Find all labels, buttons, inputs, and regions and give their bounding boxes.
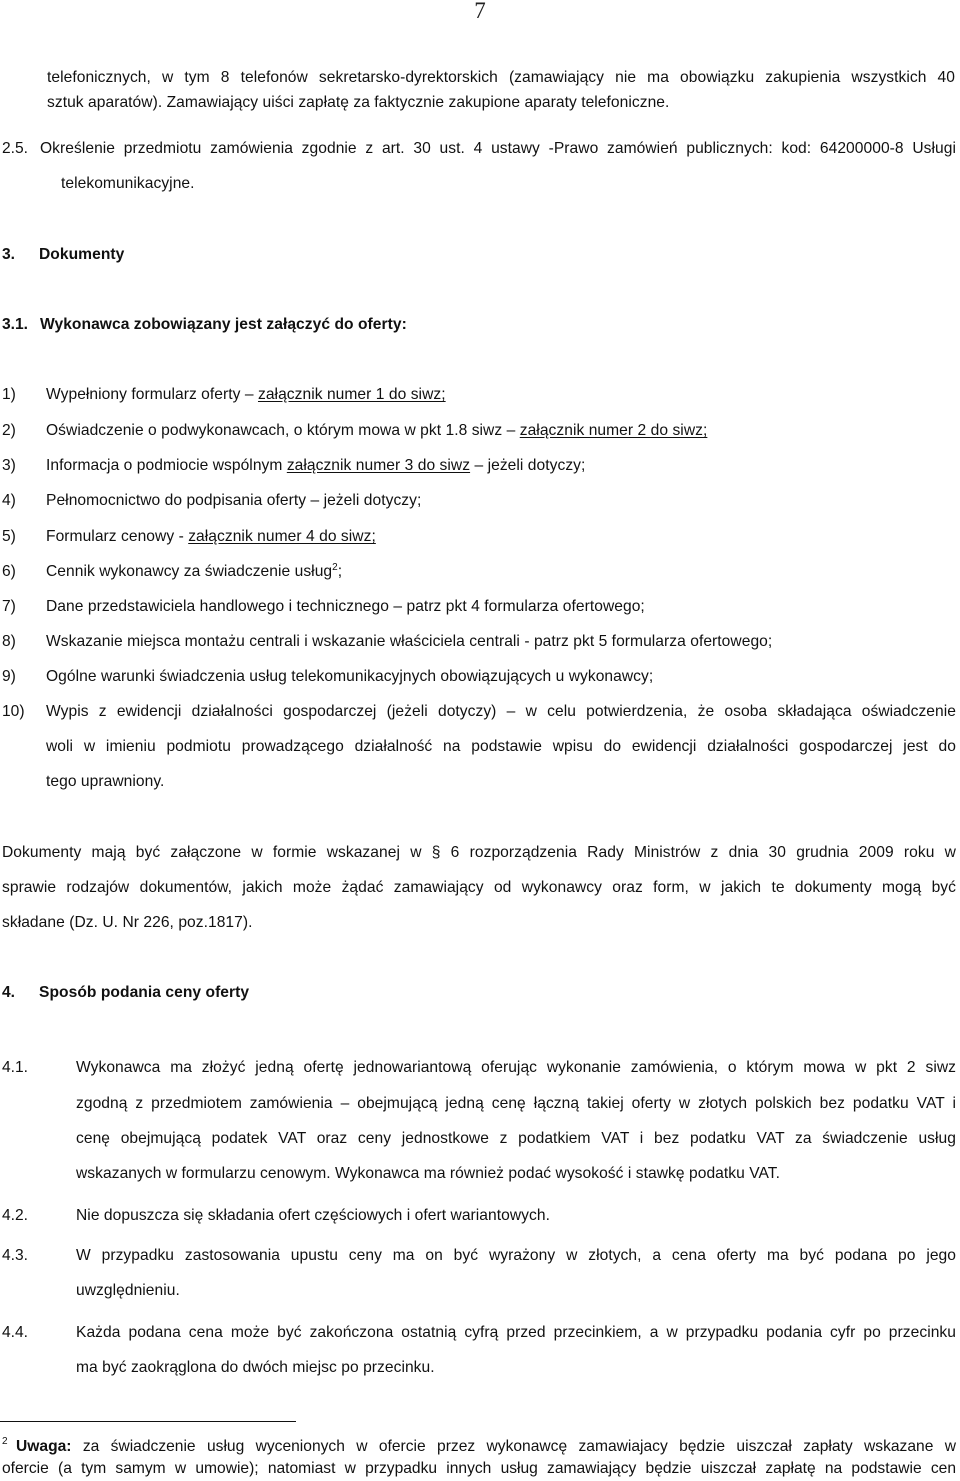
page-number: 7 (474, 0, 486, 23)
list-number: 8) (2, 633, 16, 650)
section-number: 4.1. (2, 1059, 29, 1076)
attachment-link: załącznik numer 2 do siwz; (519, 422, 708, 439)
section-heading: Wykonawca zobowiązany jest załączyć do oferty: (40, 316, 407, 333)
section-number: 3.1. (2, 316, 29, 333)
attachment-link: załącznik numer 4 do siwz; (188, 528, 376, 545)
paragraph-line: wskazanych w formularzu cenowym. Wykonawca ma również podać wysokość i stawkę podatku VAT. (76, 1165, 781, 1182)
list-number: 3) (2, 457, 16, 474)
list-number: 9) (2, 668, 16, 685)
footnote-mark: 2 (2, 1436, 8, 1447)
section-number: 2.5. (2, 140, 29, 157)
list-item: Informacja o podmiocie wspólnym załącznik numer 3 do siwz – jeżeli dotyczy; (46, 457, 586, 474)
footnote-reference: 2 (332, 562, 338, 573)
list-item: Wypis z ewidencji działalności gospodarczej (jeżeli dotyczy) – w celu potwierdzenia, że osoba składająca oświadczenie (46, 703, 956, 720)
list-number: 2) (2, 422, 16, 439)
footnote-separator (0, 1421, 296, 1422)
list-number: 4) (2, 492, 16, 509)
attachment-link: załącznik numer 3 do siwz (286, 457, 471, 474)
list-item: Dane przedstawiciela handlowego i technicznego – patrz pkt 4 formularza ofertowego; (46, 598, 645, 615)
list-number: 6) (2, 563, 16, 580)
list-item-line: woli w imieniu podmiotu prowadzącego działalność na podstawie wpisu do ewidencji działalności gospodarczej jest do (46, 738, 956, 755)
list-number: 1) (2, 386, 16, 403)
paragraph-line: Każda podana cena może być zakończona ostatnią cyfrą przed przecinkiem, a w przypadku podania cyfr po przecinku (76, 1324, 956, 1341)
list-number: 10) (2, 703, 25, 720)
list-item-line: tego uprawniony. (46, 773, 165, 790)
paragraph-line: W przypadku zastosowania upustu ceny ma on być wyrażony w złotych, a cena oferty ma być podana po jego (76, 1247, 956, 1264)
attachment-link: załącznik numer 1 do siwz; (257, 386, 446, 403)
list-item: Formularz cenowy - załącznik numer 4 do siwz; (46, 528, 376, 545)
list-item: Oświadczenie o podwykonawcach, o którym mowa w pkt 1.8 siwz – załącznik numer 2 do siwz; (46, 422, 708, 439)
section-number: 3. (2, 246, 16, 263)
paragraph-line: Nie dopuszcza się składania ofert częściowych i ofert wariantowych. (76, 1207, 550, 1224)
section-heading: Sposób podania ceny oferty (39, 984, 250, 1001)
list-item: Wskazanie miejsca montażu centrali i wskazanie właściciela centrali - patrz pkt 5 formularza ofertowego; (46, 633, 773, 650)
list-item: Pełnomocnictwo do podpisania oferty – jeżeli dotyczy; (46, 492, 422, 509)
paragraph-line: zgodną z przedmiotem zamówienia – obejmującą jedną cenę łączną takiej oferty w złotych polskich bez podatku VAT i (76, 1095, 956, 1112)
paragraph-line: telekomunikacyjne. (61, 175, 195, 192)
paragraph-line: Dokumenty mają być załączone w formie wskazanej w § 6 rozporządzenia Rady Ministrów z dnia 30 grudnia 2009 roku w (2, 844, 956, 861)
section-number: 4.3. (2, 1247, 29, 1264)
footnote-line: Uwaga: za świadczenie usług wycenionych w ofercie przez wykonawcę zamawiajacy będzie uiszczał zapłaty wskazane w (16, 1438, 956, 1455)
paragraph-line: składane (Dz. U. Nr 226, poz.1817). (2, 914, 253, 931)
paragraph-line: cenę obejmującą podatek VAT oraz ceny jednostkowe z podatkiem VAT i bez podatku VAT za świadczenie usług (76, 1130, 956, 1147)
list-item: Cennik wykonawcy za świadczenie usług$^2$; (46, 562, 343, 580)
list-item: Wypełniony formularz oferty – załącznik numer 1 do siwz; (46, 386, 446, 403)
list-item: Ogólne warunki świadczenia usług telekomunikacyjnych obowiązujących u wykonawcy; (46, 668, 654, 685)
list-number: 5) (2, 528, 16, 545)
section-number: 4. (2, 984, 16, 1001)
paragraph-line: sztuk aparatów). Zamawiający uiści zapłatę za faktycznie zakupione aparaty telefoniczne. (47, 94, 670, 111)
list-number: 7) (2, 598, 16, 615)
section-heading: Dokumenty (39, 246, 125, 263)
section-number: 4.4. (2, 1324, 29, 1341)
section-number: 4.2. (2, 1207, 29, 1224)
paragraph-line: Wykonawca ma złożyć jedną ofertę jednowariantową oferując wykonanie zamówienia, o którym mowa w pkt 2 siwz (76, 1059, 956, 1076)
paragraph-line: ma być zaokrąglona do dwóch miejsc po przecinku. (76, 1359, 435, 1376)
paragraph-line: sprawie rodzajów dokumentów, jakich może żądać zamawiający od wykonawcy oraz form, w jakich te dokumenty mogą być (2, 879, 956, 896)
paragraph-line: Określenie przedmiotu zamówienia zgodnie z art. 30 ust. 4 ustawy -Prawo zamówień publicznych: kod: 64200000-8 Usługi (40, 140, 956, 157)
paragraph-line: telefonicznych, w tym 8 telefonów sekretarsko-dyrektorskich (zamawiający nie ma obowiązku zakupienia wszystkich 40 (47, 69, 955, 86)
paragraph-line: uwzględnieniu. (76, 1282, 180, 1299)
footnote-line: ofercie (a tym samym w umowie); natomiast w przypadku innych usług zamawiający będzie uiszczał zapłatę na podstawie cen (2, 1460, 956, 1477)
